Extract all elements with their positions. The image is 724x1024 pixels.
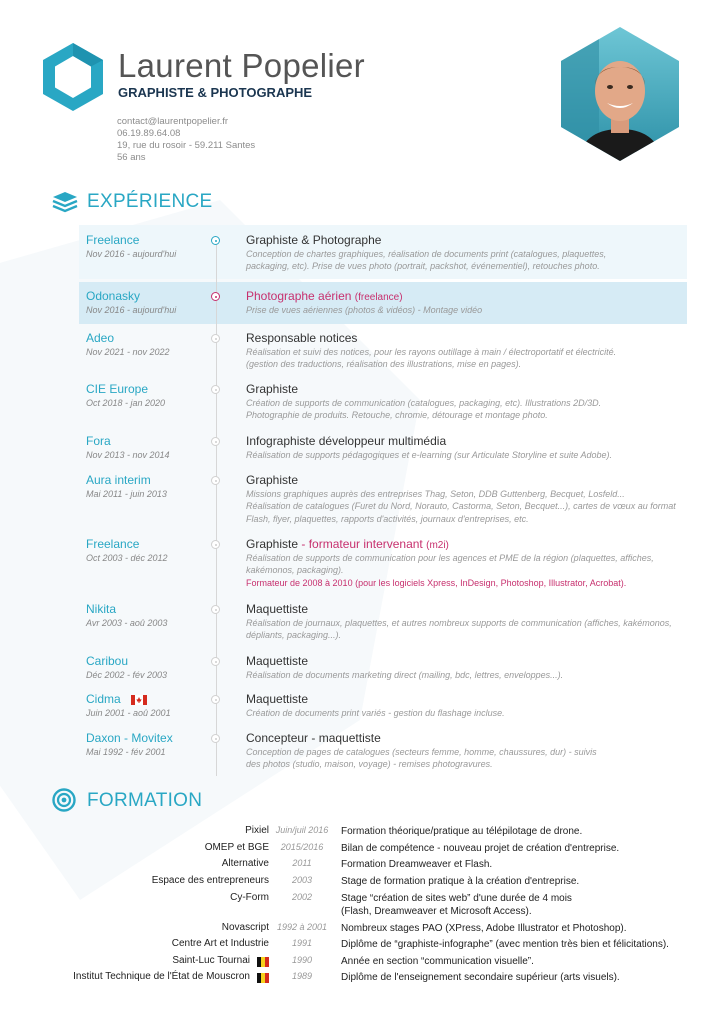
school-name: Institut Technique de l'État de Mouscron xyxy=(73,971,250,982)
formation-description xyxy=(341,858,492,871)
job-note: Formateur de 2008 à 2010 (pour les logiciels Xpress, InDesign, Photoshop, Illustrator, Acrobat). xyxy=(246,577,627,588)
job-description-line: Création de documents print variés - gestion du flashage incluse. xyxy=(246,708,505,718)
job-description-line: Réalisation de journaux, plaquettes, et autres nombreux supports de communication (affiches, kakémonos, xyxy=(246,618,672,628)
job-description-line: Conception de chartes graphiques, réalisation de documents print (catalogues, plaquettes, xyxy=(246,249,607,259)
job-dates: Juin 2001 - aoû 2001 xyxy=(86,708,171,718)
formation-year: 1992 à 2001 xyxy=(276,922,328,932)
contact-age: 56 ans xyxy=(117,152,146,163)
school-name: Centre Art et Industrie xyxy=(171,938,269,949)
job-role-title: Maquettiste xyxy=(246,692,309,706)
job-dates: Nov 2021 - nov 2022 xyxy=(86,347,170,357)
contact-phone: 06.19.89.64.08 xyxy=(117,128,181,139)
formation-description-line: Formation Dreamweaver et Flash. xyxy=(341,859,493,870)
formation-description xyxy=(341,955,534,968)
formation-description-line: Année en section “communication visuelle”. xyxy=(341,956,534,967)
school-name: Cy-Form xyxy=(230,892,269,903)
formation-year: Juin/juil 2016 xyxy=(275,825,329,835)
formation-item xyxy=(0,858,724,874)
formation-item xyxy=(0,971,724,987)
job-role-title: Responsable notices xyxy=(246,331,358,345)
company-name: Aura interim xyxy=(86,473,151,487)
formation-description-line: Stage de formation pratique à la création d'entreprise. xyxy=(341,876,580,887)
school-name: Saint-Luc Tournai xyxy=(172,955,250,966)
company-name: Nikita xyxy=(86,602,117,616)
job-description-line: Création de supports de communication (catalogues, packaging, etc). Illustrations 2D/3D. xyxy=(246,398,602,408)
job-dates: Nov 2016 - aujourd'hui xyxy=(86,305,177,315)
timeline-dot xyxy=(211,236,220,245)
job-role-title: Graphiste & Photographe xyxy=(246,233,382,247)
timeline-dot xyxy=(211,476,220,485)
job-role xyxy=(246,331,357,345)
formation-description xyxy=(341,922,627,935)
job-description xyxy=(246,746,690,771)
formation-item xyxy=(0,922,724,938)
job-role-extra: (freelance) xyxy=(354,292,403,303)
job-description xyxy=(246,248,690,273)
formation-description xyxy=(341,938,669,951)
company-name: Adeo xyxy=(86,331,115,345)
job-description-line: kakémonos, packaging). xyxy=(246,565,344,576)
school-name: OMEP et BGE xyxy=(204,842,269,853)
job-description xyxy=(246,552,690,589)
school-name: Espace des entrepreneurs xyxy=(151,875,269,886)
job-dates: Oct 2003 - déc 2012 xyxy=(86,553,168,563)
job-description-line: Réalisation et suivi des notices, pour les rayons outillage à main / électroportatif et électricité. xyxy=(246,347,617,357)
job-description-line: Réalisation de supports pédagogiques et e-learning (sur Articulate Storyline et suite Adobe). xyxy=(246,450,613,460)
job-role-title: Photographe aérien xyxy=(246,289,352,303)
formation-description-line: Bilan de compétence - nouveau projet de création d'entreprise. xyxy=(341,843,620,854)
formation-description-line: Formation théorique/pratique au télépilotage de drone. xyxy=(341,826,583,837)
job-role xyxy=(246,473,298,487)
job-description-line: Prise de vues aériennes (photos & vidéos) - Montage vidéo xyxy=(246,305,483,315)
formation-description xyxy=(341,892,572,918)
formation-year: 2011 xyxy=(292,858,312,868)
job-description-line: dépliants, packaging...). xyxy=(246,630,342,641)
company-name xyxy=(86,692,147,706)
job-description-line: packaging, etc). Prise de vues photo (portrait, packshot, événementiel), retouches photo. xyxy=(246,261,600,272)
job-dates: Mai 1992 - fév 2001 xyxy=(86,747,166,757)
formation-description-line: Nombreux stages PAO (XPress, Adobe Illustrator et Photoshop). xyxy=(341,923,627,934)
formation-item xyxy=(0,892,724,917)
company-name: Caribou xyxy=(86,654,129,668)
belgium-flag-icon xyxy=(257,957,269,967)
job-description-line: Conception de pages de catalogues (secteurs femme, homme, chaussures, dur) - suivis xyxy=(246,747,597,757)
formation-year: 2002 xyxy=(291,892,313,902)
formation-year: 2015/2016 xyxy=(280,842,324,852)
job-dates: Avr 2003 - aoû 2003 xyxy=(86,618,168,628)
belgium-flag-icon xyxy=(257,973,269,983)
contact-email[interactable]: contact@laurentpopelier.fr xyxy=(117,116,229,127)
job-dates: Mai 2011 - juin 2013 xyxy=(86,489,167,499)
canada-flag-icon xyxy=(131,695,147,705)
job-role xyxy=(246,537,449,551)
formation-year: 1991 xyxy=(291,938,313,948)
company-name: Freelance xyxy=(86,233,140,247)
formation-year: 2003 xyxy=(291,875,313,885)
timeline-dot xyxy=(211,695,220,704)
job-role-title: Graphiste xyxy=(246,537,299,551)
timeline-dot xyxy=(211,540,220,549)
job-description xyxy=(246,669,690,681)
job-description xyxy=(246,617,690,642)
formation-description xyxy=(341,842,619,855)
job-description-line: Photographie de produits. Retouche, chromie, détourage et montage photo. xyxy=(246,410,548,421)
formation-item xyxy=(0,955,724,971)
job-description-line: Réalisation de documents marketing direct (mailing, bdc, lettres, enveloppes...). xyxy=(246,670,564,680)
company-name-text: Cidma xyxy=(86,692,121,706)
profile-photo xyxy=(559,25,681,163)
job-role xyxy=(246,602,308,616)
job-role-title: Concepteur - maquettiste xyxy=(246,731,381,745)
job-role-title: Graphiste xyxy=(246,382,299,396)
job-role xyxy=(246,382,298,396)
timeline-dot xyxy=(211,292,220,301)
job-role xyxy=(246,289,403,303)
job-description xyxy=(246,449,690,461)
timeline-dot xyxy=(211,437,220,446)
job-description-line: Réalisation de catalogues (Furet du Nord, Norauto, Castorma, Seton, Becquet...), cartes de vœux au format xyxy=(246,501,676,512)
formation-item xyxy=(0,875,724,891)
formation-year: 1990 xyxy=(291,955,313,965)
layers-icon xyxy=(52,191,78,213)
job-description-line: Missions graphiques auprès des entreprises Thag, Seton, DDB Guttenberg, Becquet, Losfeld... xyxy=(246,489,625,499)
company-name: Freelance xyxy=(86,537,140,551)
job-role xyxy=(246,654,308,668)
job-description xyxy=(246,707,690,719)
school-name: Alternative xyxy=(221,858,269,869)
formation-description xyxy=(341,971,620,984)
job-description-line: Flash, flyer, plaquettes, rapports d'activités, journaux d'entreprises, etc. xyxy=(246,513,529,524)
formation-description-line: Diplôme de “graphiste-infographe” (avec mention très bien et félicitations). xyxy=(341,939,669,950)
formation-description-line: Diplôme de l'enseignement secondaire supérieur (arts visuels). xyxy=(341,972,620,983)
job-description-line: des photos (studio, maison, voyage) - remises photogravures. xyxy=(246,759,493,770)
contact-address: 19, rue du rosoir - 59.211 Santes xyxy=(117,140,256,151)
formation-description-line: Stage “création de sites web” d'une durée de 4 mois xyxy=(341,893,572,904)
school-name: Novascript xyxy=(221,922,269,933)
job-description-line: (gestion des traductions, réalisation des illustrations, mise en pages). xyxy=(246,359,522,370)
job-role-title: Infographiste développeur multimédia xyxy=(246,434,447,448)
timeline-dot xyxy=(211,657,220,666)
formation-item xyxy=(0,825,724,841)
formation-description-line: (Flash, Dreamweaver et Microsoft Access). xyxy=(341,906,532,917)
job-dates: Déc 2002 - fév 2003 xyxy=(86,670,168,680)
formation-description xyxy=(341,825,582,838)
job-role-title: Maquettiste xyxy=(246,602,309,616)
job-role-title: Graphiste xyxy=(246,473,299,487)
job-role xyxy=(246,434,446,448)
job-dates: Oct 2018 - jan 2020 xyxy=(86,398,166,408)
school-name: Pixiel xyxy=(245,825,269,836)
job-description xyxy=(246,488,690,525)
timeline-dot xyxy=(211,385,220,394)
job-description xyxy=(246,346,690,371)
formation-description xyxy=(341,875,579,888)
company-name: CIE Europe xyxy=(86,382,149,396)
company-name: Odonasky xyxy=(86,289,141,303)
formation-item xyxy=(0,842,724,858)
job-role xyxy=(246,692,308,706)
hexagon-logo-icon xyxy=(42,42,104,112)
job-description xyxy=(246,397,690,422)
formation-year: 1989 xyxy=(291,971,313,981)
formation-item xyxy=(0,938,724,954)
job-description xyxy=(246,304,690,316)
timeline-dot xyxy=(211,334,220,343)
timeline-dot xyxy=(211,734,220,743)
experience-section-title: EXPÉRIENCE xyxy=(87,191,213,212)
job-dates: Nov 2013 - nov 2014 xyxy=(86,450,170,460)
job-subtitle: GRAPHISTE & PHOTOGRAPHE xyxy=(118,85,313,100)
job-dates: Nov 2016 - aujourd'hui xyxy=(86,249,177,259)
job-role-extra: (m2i) xyxy=(426,540,449,551)
company-name: Daxon - Movitex xyxy=(86,731,173,745)
job-role-title: Maquettiste xyxy=(246,654,309,668)
timeline-dot xyxy=(211,605,220,614)
job-role-extra: - formateur intervenant xyxy=(301,537,423,551)
contact-block xyxy=(117,116,255,164)
job-role xyxy=(246,233,381,247)
candidate-name: Laurent Popelier xyxy=(118,47,365,84)
target-icon xyxy=(52,788,76,812)
job-role xyxy=(246,731,381,745)
company-name: Fora xyxy=(86,434,111,448)
job-description-line: Réalisation de supports de communication pour les agences et PME de la région (plaquettes, affiches, xyxy=(246,553,654,563)
formation-section-title: FORMATION xyxy=(87,790,203,811)
